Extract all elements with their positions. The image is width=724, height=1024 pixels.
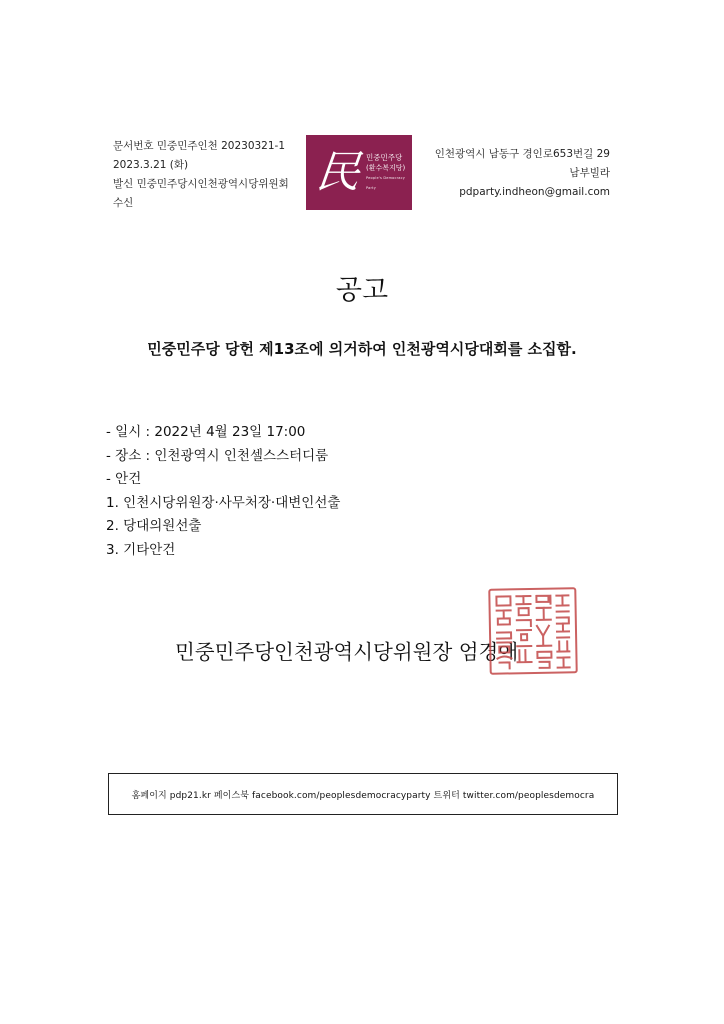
doc-recipient: 수신 bbox=[113, 197, 134, 209]
agenda-item-heading: - 안건 bbox=[106, 471, 142, 487]
party-logo bbox=[306, 135, 412, 210]
footer-contact-box bbox=[108, 773, 618, 815]
document-meta-left bbox=[113, 137, 289, 213]
footer-contact-text: 홈페이지 pdp21.kr 페이스북 facebook.com/peoplesdemocracyparty 트위터 twitter.com/peoplesdemocra bbox=[131, 790, 595, 801]
logo-text bbox=[366, 153, 412, 193]
agenda-item-place: - 장소 : 인천광역시 인천셀스스터디룸 bbox=[106, 447, 329, 464]
doc-number: 문서번호 민중민주인천 20230321-1 bbox=[113, 140, 286, 152]
agenda-item-1: 1. 인천시당위원장·사무처장·대변인선출 bbox=[106, 494, 341, 511]
doc-date: 2023.3.21 (화) bbox=[113, 159, 189, 171]
doc-sender: 발신 민중민주당시인천광역시당위원회 bbox=[113, 178, 289, 190]
logo-line-3: People's Democracy Party bbox=[366, 175, 406, 190]
agenda-item-3: 3. 기타안건 bbox=[106, 541, 176, 558]
official-seal-stamp bbox=[488, 587, 577, 675]
agenda-item-date: - 일시 : 2022년 4월 23일 17:00 bbox=[106, 424, 306, 440]
notice-title: 공고 bbox=[335, 275, 389, 306]
signature-line: 민중민주당인천광역시당위원장 엄경애 bbox=[175, 640, 519, 664]
agenda-list bbox=[106, 421, 340, 562]
address-line-1: 인천광역시 남동구 경인로653번길 29 bbox=[434, 148, 610, 160]
contact-email: pdparty.indheon@gmail.com bbox=[459, 186, 610, 198]
notice-subtitle: 민중민주당 당헌 제13조에 의거하여 인천광역시당대회를 소집함. bbox=[147, 340, 577, 358]
seal-glyphs-icon bbox=[490, 589, 575, 672]
document-meta-right bbox=[435, 145, 610, 202]
address-line-2: 남부빌라 bbox=[569, 167, 610, 179]
logo-line-2: (환수복지당) bbox=[366, 163, 406, 172]
logo-character: 民 bbox=[313, 146, 363, 198]
logo-line-1: 민중민주당 bbox=[366, 152, 403, 162]
agenda-item-2: 2. 당대의원선출 bbox=[106, 518, 202, 534]
